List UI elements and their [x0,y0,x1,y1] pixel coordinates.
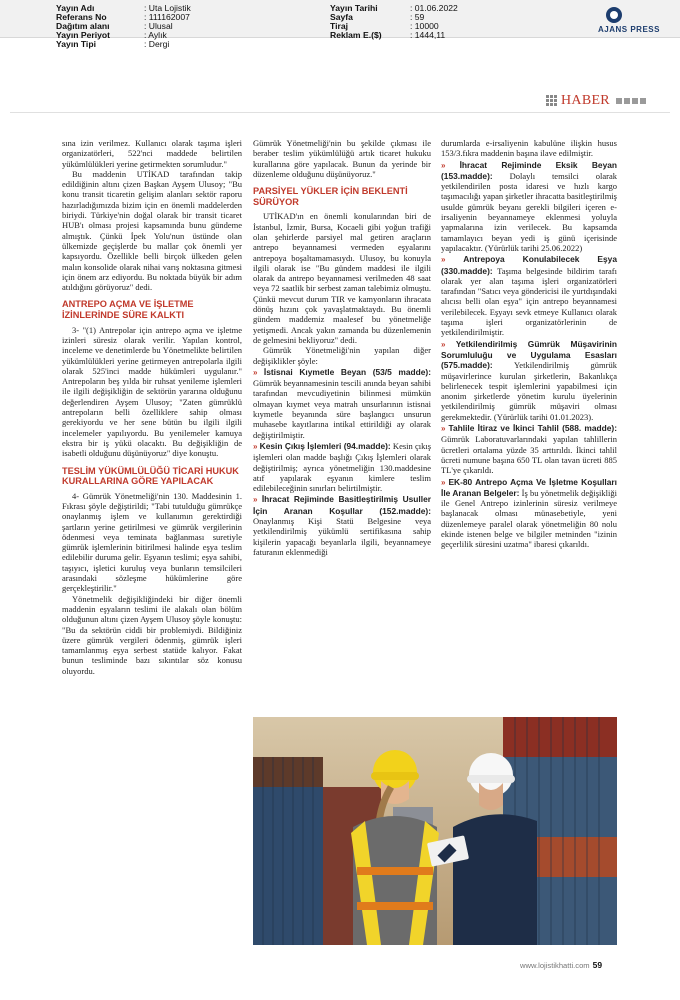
meta-value: : 59 [410,11,425,22]
list-item [441,477,617,550]
item-body: İş bu yönetmelik değişikliği ile Genel Antrepo izinlerinin süresiz verilmeye başlanacak olması münasebetiyle, yeni düzenlemeye paralel olarak yönetmeliğin 80 nolu ekinde istenen belge ve bilgiler metninden "izinin geçerlilik süresini uzatma" ibaresi çıkarıldı. [441,487,617,550]
paragraph: 3- "(1) Antrepolar için antrepo açma ve işletme izinleri süresiz olarak verilir. Yapılan kontrol, inceleme ve denetimlerde bu Yönetmelikte belirtilen yükümlülükleri yerine getirmeyen antrepolarla ilgili olarak 525'inci madde hükümleri uygulanır." Antrepoların beş yılda bir ruhsat yenileme işlemleri ile ilgili değişikliğin de sektörün yararına olduğunu değerlendiren Ayşem Ulusoy; "Zaten gümrüklü antrepoların belli özelliklere sahip olması gerekiyordu ve her sene bütün bu ilgili ilgili incelemeler yapılıyordu. Bu yenilemeler kamuya ekstra bir iş yükü olacaktı. Bu değişikliğin de isabetli olduğunu düşünüyoruz" diye konuştu. [62,324,242,459]
meta-value: : 111162007 [144,11,190,22]
arrow-icon: » [441,477,446,487]
meta-key: Reklam E.($) [330,29,382,40]
list-item [253,367,431,440]
paragraph: Bu maddenin UTİKAD tarafından takip edildiğinin altını çizen Başkan Ayşem Ulusoy; "Bu konu transit ticaretin gelişim alanları sektör raporu hazırladığımızda bizim için en önemli maddelerden biriydi. Türkiye'nin doğal olarak bir transit ticaret HUB'ı olması projesi kapsamında bunu gündeme almıştık. Çünkü İpek Yolu'nun üstünde olan ülkemizde geçişlerde bu mallar çok önemli yer kapsıyordu. Özellikle belli birçok ülkeden gelen malın konsolide olarak nihai varış noktasına gitmesi için önem arz ediyordu. Bu noktada büyük bir adım atıldığını görüyoruz" dedi. [62,168,242,293]
meta-value: : Aylık [144,29,167,40]
meta-key: Yayın Tarihi [330,3,378,13]
list-item [441,160,617,254]
meta-value: : Uta Lojistik [144,3,191,13]
paragraph: Gümrük Yönetmeliği'nin bu şekilde çıkması ile beraber teslim yükümlülüğü artık ticaret hukuku kurallarına göre yapılacak. Bunun da yerinde bir düzenleme olduğunu düşünüyoruz." [253,138,431,179]
meta-right [330,4,458,40]
article-column-1 [62,138,242,676]
item-body: Dolaylı temsilci olarak yetkilendirilen posta idaresi ve hızlı kargo taşımacılığı yapan şirketler ihracatta basitleştirilmiş usulde gümrük beyanı gerekli bilgileri içeren e-irsaliyenin beyannameye eklenmesi yoluyla yapmalarına izin verilecek. Bu kapsamda tamamlayıcı beyan yedi iş günü içerisinde yapılacaktır. (Yürürlük tarihi 25.06.2022) [441,170,617,253]
meta-key: Tiraj [330,20,348,31]
meta-key: Yayın Periyot [56,29,110,40]
list-item [441,339,617,422]
logo-text: AJANS PRESS [598,25,660,34]
arrow-icon: » [253,495,258,505]
paragraph: Gümrük Yönetmeliği'nin yapılan diğer değişiklikler şöyle: [253,345,431,366]
arrow-icon: » [441,160,446,170]
item-title: Tahlile İtiraz ve İkinci Tahlil (588. madde): [448,423,617,434]
section-label: HABER [561,93,610,108]
meta-left [56,4,191,48]
paragraph: 4- Gümrük Yönetmeliği'nin 130. Maddesinin 1. Fıkrası şöyle değiştirildi; "Tabi tutulduğu gümrükçe onaylanmış işlem ve kullanımın gerektirdiği şartların yerine getirilmesi ve gümrük vergilerinin ödenmesi veya teminata bağlanması suretiyle gümrük işlemlerinin bitirilmesi halinde eşya teslim edilebilir duruma gelir. Eşyanın teslimi; eşya sahibi, taşıyıcı, işletici kuruluş veya bunların temsilcileri arasındaki sözleşme hükümlerine göre gerçekleştirilir." [62,490,242,594]
item-body: Kesin çıkış işlemleri olan madde başlığı Çıkış İşlemleri olarak değiştirilmiş; ayrıca yönetmeliğin 130.maddesine atıf yapılarak eşyanın kimlere teslim edilebileceğinin sınırları belirtilmiştir. [253,440,432,494]
paragraph: Yönetmelik değişikliğindeki bir diğer önemli maddenin eşyaların teslimi ile alakalı olan bölüm olduğunun altını çizen Ayşem Ulusoy şöyle konuştu: "Bu da sektörün ciddi bir problemiydi. Bildiğiniz üzere gümrük vergileri ödenmiş, gümrük işleri tamamlanmış eşya serbest statüde kalıyor. Fakat bunun tesliminde bazı sıkıntılar söz konusu oluyordu. [62,593,242,676]
article-column-2 [253,138,431,557]
meta-key: Sayfa [330,11,353,22]
arrow-icon: » [441,339,446,349]
item-body: Taşıma belgesinde bildirim tarafı olarak yer alan taşıma işleri organizatörleri tarafından "Satıcı veya göndericisi ile yurtdışındaki alıcısı belli olan eşya" için antrepo beyannamesi verilebilecek. Eşyayı sevk etmeye Kullanıcı olarak taşıma işleri organizatörlerinin de yetkilendirilmiştir. [441,265,617,338]
subheading: ANTREPO AÇMA VE İŞLETME İZİNLERİNDE SÜRE KALKTI [62,299,194,321]
item-title: Kesin Çıkış İşlemleri (94.madde): [259,440,391,451]
arrow-icon: » [253,441,258,451]
paragraph: durumlarda e-irsaliyenin kabulüne ilişkin husus 153/3.fıkra maddenin başına ilave edilmiştir. [441,138,617,159]
meta-value: : Ulusal [144,20,173,31]
meta-value: : 10000 [410,20,439,31]
photo-illustration [253,717,617,945]
subheading: PARSİYEL YÜKLER İÇİN BEKLENTİ SÜRÜYOR [253,186,408,207]
item-title: İstisnai Kıymetle Beyan (53/5 madde): [263,366,432,377]
meta-key: Dağıtım alanı [56,20,110,31]
square-icon [632,98,638,104]
clipping-meta [0,0,680,49]
page-footer [520,960,602,970]
logo-globe-icon [606,7,622,23]
article-photo [253,717,617,945]
meta-value: : Dergi [144,38,170,49]
ajans-press-logo [598,6,676,36]
page-number: 59 [592,960,603,970]
subheading: TESLİM YÜKÜMLÜLÜĞÜ TİCARİ HUKUK KURALLARINA GÖRE YAPILACAK [62,465,239,487]
item-title: EK-80 Antrepo Açma Ve İşletme Koşulları İle Aranan Belgeler: [441,476,617,498]
list-item [441,254,617,337]
item-title: Antrepoya Konulabilecek Eşya (330.madde): [441,254,617,276]
item-title: İhracat Rejiminde Eksik Beyan (153.madde): [441,159,617,181]
item-body: Onaylanmış Kişi Statü Belgesine veya yetkilendirilmiş yükümlü sertifikasına sahip kişilerin yapacağı beyanlarla ilgili, beyannameye faturanın eklenmediği [253,515,431,557]
arrow-icon: » [441,255,446,265]
meta-key: Yayın Tipi [56,38,96,49]
square-icon [616,98,622,104]
item-body: Gümrük Laboratuvarlarındaki yapılan tahlillerin ücretleri ortalama yüzde 35 arttırıldı. İkinci tahlil ücreti numune başına 650 TL olan tavan ücreti 885 TL'ye çıkarıldı. [441,434,617,476]
arrow-icon: » [253,367,258,377]
arrow-icon: » [441,424,446,434]
item-title: İhracat Rejiminde Basitleştirilmiş Usuller İçin Aranan Koşullar (152.madde): [253,494,431,516]
square-icon [624,98,630,104]
list-item [253,441,431,493]
article-column-3 [441,138,617,550]
section-divider [10,112,670,113]
meta-value: : 1444,11 [410,29,446,40]
meta-key: Yayın Adı [56,3,95,13]
item-body: Yetkilendirilmiş gümrük müşavirlerince kurulan şirketlerin, Bakanlıkça belirlenecek tespit işlemlerini yapabilmesi için anonim şirketlerde yönetim kurulu üyelerinin yetkilendirilmiş gümrük müşaviri olması gerekmektedir. (Yürürlük tarihi 01.01.2023). [441,360,617,422]
meta-value: : 01.06.2022 [410,3,458,13]
paragraph: sına izin verilmez. Kullanıcı olarak taşıma işleri organizatörleri, 522'nci maddede belirtilen yükümlülükleri yerine getirmekten sorumludur." [62,138,242,169]
meta-key: Referans No [56,11,107,22]
grid-icon [546,95,557,106]
list-item [441,423,617,475]
footer-site: www.lojistikhatti.com [520,961,590,970]
item-body: Gümrük beyannamesinin tescili anında beyan sahibi tarafından mevcudiyetinin bilinmesi mümkün olmayan kıymet veya matrah unsurlarının istisnai kıymetle beyanında süre başlangıcı unsurun muhasebe kayıtlarına intikal ettirildiği ay olarak değiştirilmiştir. [253,378,431,440]
list-item [253,494,431,557]
item-title: Yetkilendirilmiş Gümrük Müşavirinin Sorumluluğu ve Uygulama Esasları (575.madde): [441,338,618,371]
square-icon [640,98,646,104]
paragraph: UTİKAD'ın en önemli konularından biri de İstanbul, İzmir, Bursa, Kocaeli gibi yoğun trafiği olan şehirlerde parsiyel mal getiren araçların antrepo beyannamesi vermeden eşyalarını antrepoya boşaltamamasıydı. Ulusoy, bu konuyla ilgili olarak ise "Bu gündem maddesi ile ilgili olarak da antrepo beyannamesi verilmeden 48 saat veya 72 saatlik bir serbest zaman talebimiz olmuştu. Çünkü mevcut durum TIR ve kamyonların ihracata dönüş hızını çok yavaşlatmaktaydı. Bu önemli gündem maddemiz maalesef bu yönetmeliğe yetişmedi. Ancak yakın zamanda bu düzenlemenin de gelmesini bekliyoruz" dedi. [253,211,431,345]
